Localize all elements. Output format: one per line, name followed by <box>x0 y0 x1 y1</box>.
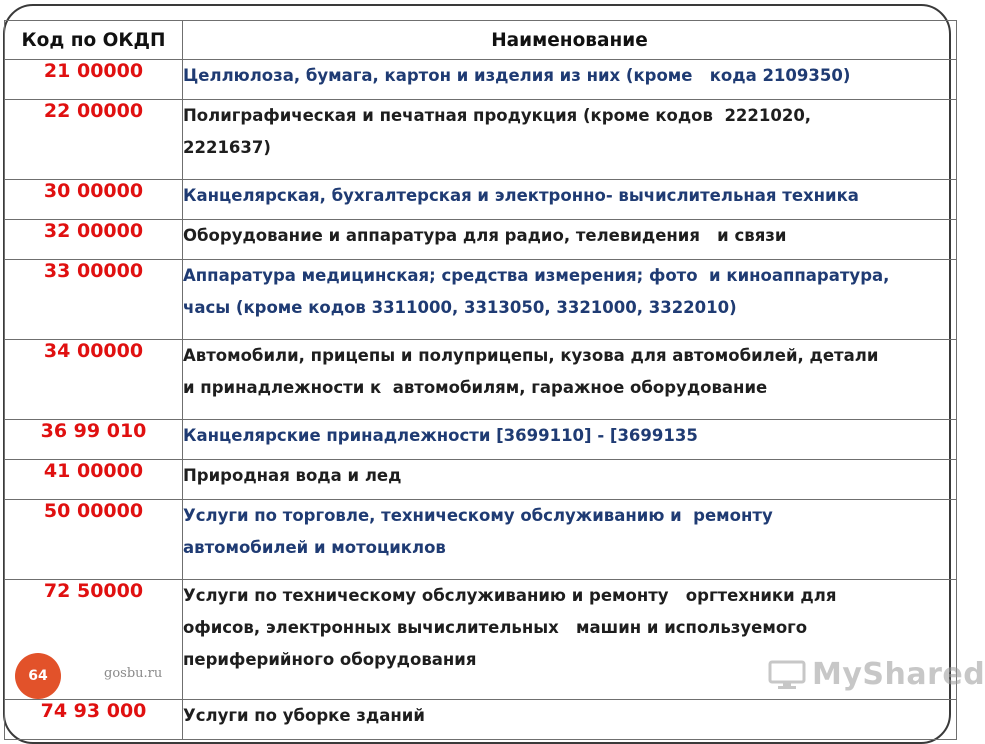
myshared-watermark <box>768 656 985 692</box>
name-line: и принадлежности к автомобилям, гаражное оборудование <box>183 378 768 397</box>
header-name: Наименование <box>183 21 957 60</box>
name-line: Полиграфическая и печатная продукция (кроме кодов 2221020, <box>183 106 812 125</box>
watermark-text: MyShared <box>812 656 985 692</box>
okdp-code: 33 00000 <box>5 260 183 340</box>
okdp-name <box>183 60 957 100</box>
name-line: Услуги по техническому обслуживанию и ремонту оргтехники для <box>183 586 837 605</box>
table-body <box>5 60 957 740</box>
table-row <box>5 260 957 340</box>
name-line: Автомобили, прицепы и полуприцепы, кузова для автомобилей, детали <box>183 346 879 365</box>
okdp-name <box>183 420 957 460</box>
okdp-code: 30 00000 <box>5 180 183 220</box>
source-label: gosbu.ru <box>104 666 163 681</box>
name-line: Услуги по торговле, техническому обслуживанию и ремонту <box>183 506 773 525</box>
okdp-code: 74 93 000 <box>5 700 183 740</box>
okdp-code: 22 00000 <box>5 100 183 180</box>
page-number-badge: 64 <box>15 653 61 699</box>
okdp-name <box>183 100 957 180</box>
table-row <box>5 420 957 460</box>
okdp-code: 36 99 010 <box>5 420 183 460</box>
okdp-name <box>183 700 957 740</box>
name-line: 2221637) <box>183 138 271 157</box>
table-row <box>5 460 957 500</box>
name-line: часы (кроме кодов 3311000, 3313050, 3321000, 3322010) <box>183 298 737 317</box>
table-row <box>5 180 957 220</box>
name-line: периферийного оборудования <box>183 650 477 669</box>
okdp-name <box>183 260 957 340</box>
name-line: автомобилей и мотоциклов <box>183 538 446 557</box>
okdp-name <box>183 500 957 580</box>
okdp-code: 32 00000 <box>5 220 183 260</box>
okdp-name <box>183 220 957 260</box>
name-line: Целлюлоза, бумага, картон и изделия из них (кроме кода 2109350) <box>183 66 851 85</box>
name-line: Канцелярские принадлежности [3699110] - [3699135 <box>183 426 698 445</box>
header-code: Код по ОКДП <box>5 21 183 60</box>
okdp-name <box>183 340 957 420</box>
name-line: Канцелярская, бухгалтерская и электронно- вычислительная техника <box>183 186 859 205</box>
okdp-name <box>183 180 957 220</box>
name-line: Оборудование и аппаратура для радио, телевидения и связи <box>183 226 787 245</box>
okdp-code: 41 00000 <box>5 460 183 500</box>
table-row <box>5 340 957 420</box>
table-header-row <box>5 21 957 60</box>
name-line: Услуги по уборке зданий <box>183 706 425 725</box>
name-line: Природная вода и лед <box>183 466 402 485</box>
presentation-icon <box>768 658 806 690</box>
okdp-code: 72 50000 <box>5 580 183 700</box>
okdp-name <box>183 460 957 500</box>
name-line: офисов, электронных вычислительных машин и используемого <box>183 618 808 637</box>
table-row <box>5 220 957 260</box>
table-row <box>5 100 957 180</box>
table-row <box>5 700 957 740</box>
okdp-table <box>4 20 957 740</box>
name-line: Аппаратура медицинская; средства измерения; фото и киноаппаратура, <box>183 266 890 285</box>
okdp-code: 50 00000 <box>5 500 183 580</box>
table-row <box>5 60 957 100</box>
okdp-code: 21 00000 <box>5 60 183 100</box>
okdp-code: 34 00000 <box>5 340 183 420</box>
table-row <box>5 500 957 580</box>
